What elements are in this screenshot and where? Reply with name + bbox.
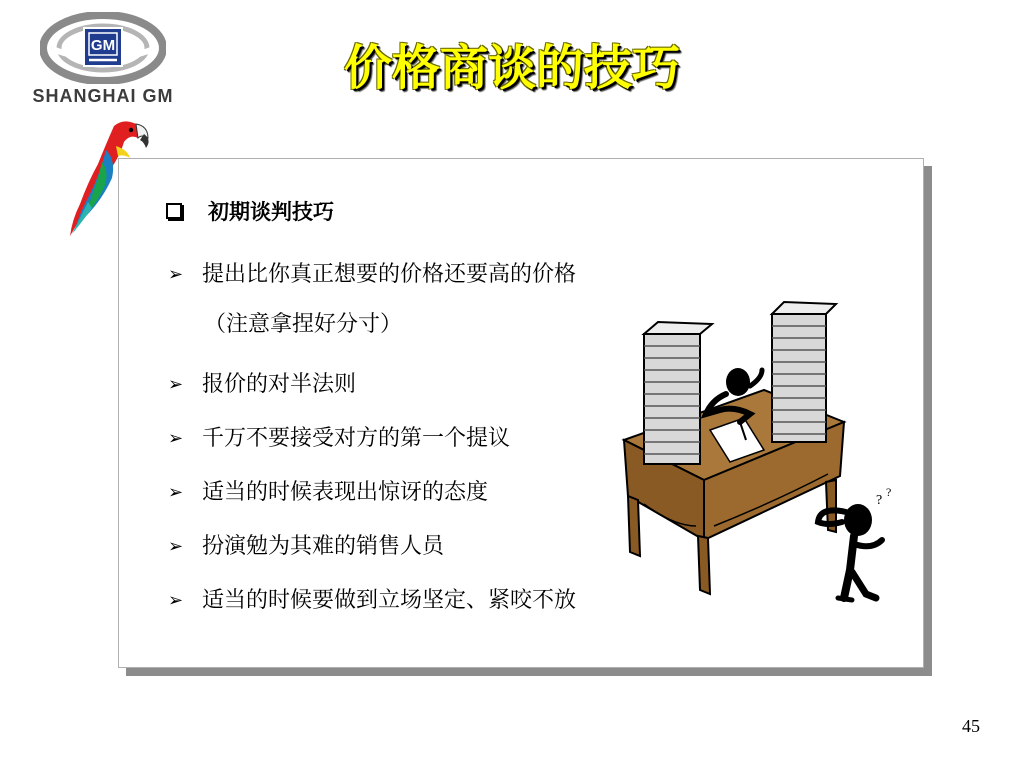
arrowhead-icon: ➢ xyxy=(168,428,184,449)
list-item xyxy=(168,424,576,478)
section-heading-text: 初期谈判技巧 xyxy=(208,200,334,224)
bullet-list xyxy=(168,260,576,640)
logo-wordmark: SHANGHAI GM xyxy=(32,86,174,106)
page-number: 45 xyxy=(962,716,980,736)
slide-title: 价格商谈的技巧 xyxy=(343,40,680,96)
list-item xyxy=(168,478,576,532)
arrowhead-icon: ➢ xyxy=(168,482,184,503)
checkbox-square-icon xyxy=(166,203,182,219)
list-item-text: 提出比你真正想要的价格还要高的价格 xyxy=(202,262,577,287)
gm-ring-logo-icon xyxy=(40,12,166,84)
svg-text:?: ? xyxy=(886,485,892,499)
logo-badge-text: GM xyxy=(90,37,116,54)
arrowhead-icon: ➢ xyxy=(168,536,184,557)
list-item-subtext: （注意拿捏好分寸） xyxy=(204,312,403,337)
arrowhead-icon: ➢ xyxy=(168,264,184,285)
arrowhead-icon: ➢ xyxy=(168,374,184,395)
list-item xyxy=(168,260,576,370)
shanghai-gm-logo xyxy=(18,12,188,106)
list-item xyxy=(168,370,576,424)
list-item-text: 扮演勉为其难的销售人员 xyxy=(202,534,445,559)
svg-text:?: ? xyxy=(876,493,883,508)
list-item-text: 适当的时候要做到立场坚定、紧咬不放 xyxy=(202,588,577,613)
list-item-text: 报价的对半法则 xyxy=(202,372,357,397)
arrowhead-icon: ➢ xyxy=(168,590,184,611)
list-item xyxy=(168,532,576,586)
list-item-text: 适当的时候表现出惊讶的态度 xyxy=(202,480,489,505)
list-item xyxy=(168,586,576,640)
section-heading xyxy=(166,196,334,226)
desk-paper-stacks-illustration xyxy=(614,290,904,610)
list-item-text: 千万不要接受对方的第一个提议 xyxy=(202,426,511,451)
paper-stack-right xyxy=(772,302,836,442)
